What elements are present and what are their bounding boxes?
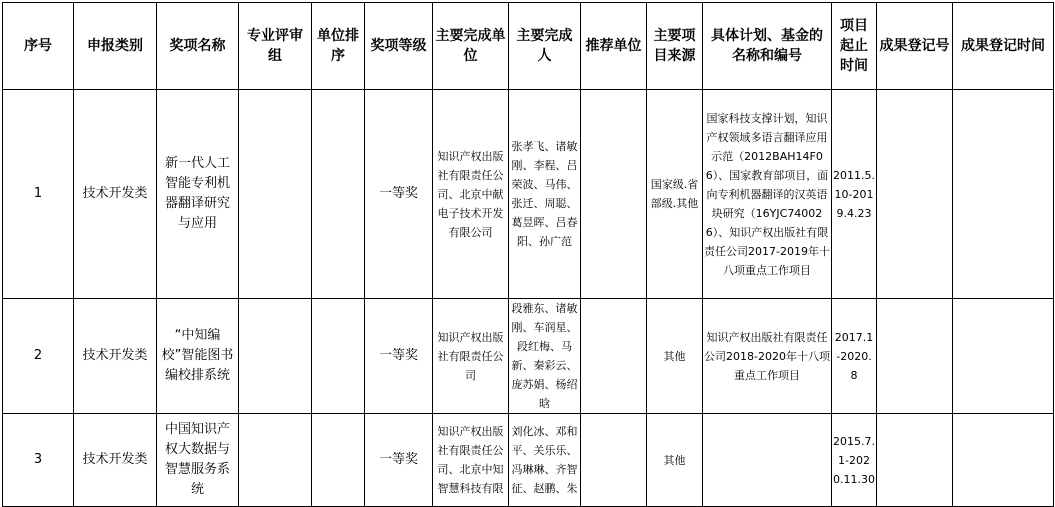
cell-unit-rank [312,90,365,299]
header-cell-units: 主要完成单位 [433,3,509,90]
cell-period: 2015.7.1-2020.11.30 [832,414,877,507]
cell-reg-no [877,414,953,507]
header-row [3,3,1054,90]
cell-period: 2017.1-2020.8 [832,299,877,414]
awards-table [2,2,1054,507]
cell-category: 技术开发类 [74,90,157,299]
table-row [3,299,1054,414]
cell-units: 知识产权出版社有限责任公司、北京中献电子技术开发有限公司 [433,90,509,299]
cell-reg-time [953,414,1054,507]
header-cell-source: 主要项目来源 [647,3,703,90]
header-cell-award-name: 奖项名称 [157,3,239,90]
cell-level: 一等奖 [365,90,433,299]
cell-reg-time [953,90,1054,299]
cell-units [433,414,509,507]
header-cell-period: 项目起止时间 [832,3,877,90]
cell-level: 一等奖 [365,299,433,414]
cell-award-name: 中国知识产权大数据与智慧服务系统 [157,414,239,507]
cell-source: 其他 [647,299,703,414]
cell-category: 技术开发类 [74,414,157,507]
cell-persons-text: 刘化冰、邓和平、关乐乐、冯琳琳、齐智征、赵鹏、朱 [511,425,578,495]
cell-recommender [581,299,647,414]
cell-unit-rank [312,299,365,414]
header-cell-no: 序号 [3,3,74,90]
cell-level: 一等奖 [365,414,433,507]
header-cell-unit-rank: 单位排序 [312,3,365,90]
cell-source: 其他 [647,414,703,507]
cell-review-group [239,299,312,414]
cell-plan [703,414,832,507]
cell-reg-no [877,299,953,414]
cell-review-group [239,90,312,299]
cell-units-text: 知识产权出版社有限责任公司、北京中知智慧科技有限 [437,425,504,495]
cell-period: 2011.5.10-2019.4.23 [832,90,877,299]
table-row [3,414,1054,507]
cell-reg-time [953,299,1054,414]
cell-no: 2 [3,299,74,414]
cell-unit-rank [312,414,365,507]
cell-recommender [581,414,647,507]
cell-award-name: “中知编校”智能图书编校排系统 [157,299,239,414]
cell-no: 3 [3,414,74,507]
cell-award-name: 新一代人工智能专利机器翻译研究与应用 [157,90,239,299]
cell-category: 技术开发类 [74,299,157,414]
cell-source: 国家级.省部级.其他 [647,90,703,299]
header-cell-reg-time: 成果登记时间 [953,3,1054,90]
cell-persons [509,414,581,507]
header-cell-recommender: 推荐单位 [581,3,647,90]
cell-persons: 段雅东、诸敏刚、车润星、段红梅、马新、秦彩云、庞苏娟、杨绍晗 [509,299,581,414]
cell-units: 知识产权出版社有限责任公司 [433,299,509,414]
header-cell-level: 奖项等级 [365,3,433,90]
cell-review-group [239,414,312,507]
cell-persons: 张孝飞、诸敏刚、李程、吕荣波、马伟、张迁、周聪、葛昱晖、吕春阳、孙广范 [509,90,581,299]
header-cell-persons: 主要完成人 [509,3,581,90]
cell-plan: 知识产权出版社有限责任公司2018-2020年十八项重点工作项目 [703,299,832,414]
table-row [3,90,1054,299]
cell-reg-no [877,90,953,299]
header-cell-reg-no: 成果登记号 [877,3,953,90]
header-cell-review-group: 专业评审组 [239,3,312,90]
cell-recommender [581,90,647,299]
header-cell-category: 申报类别 [74,3,157,90]
cell-plan: 国家科技支撑计划，知识产权领域多语言翻译应用示范（2012BAH14F06）、国家教育部项目，面向专利机器翻译的汉英语块研究（16YJC740026）、知识产权出版社有限责任公司2017-2019年十八项重点工作项目 [703,90,832,299]
cell-no: 1 [3,90,74,299]
header-cell-plan: 具体计划、基金的名称和编号 [703,3,832,90]
